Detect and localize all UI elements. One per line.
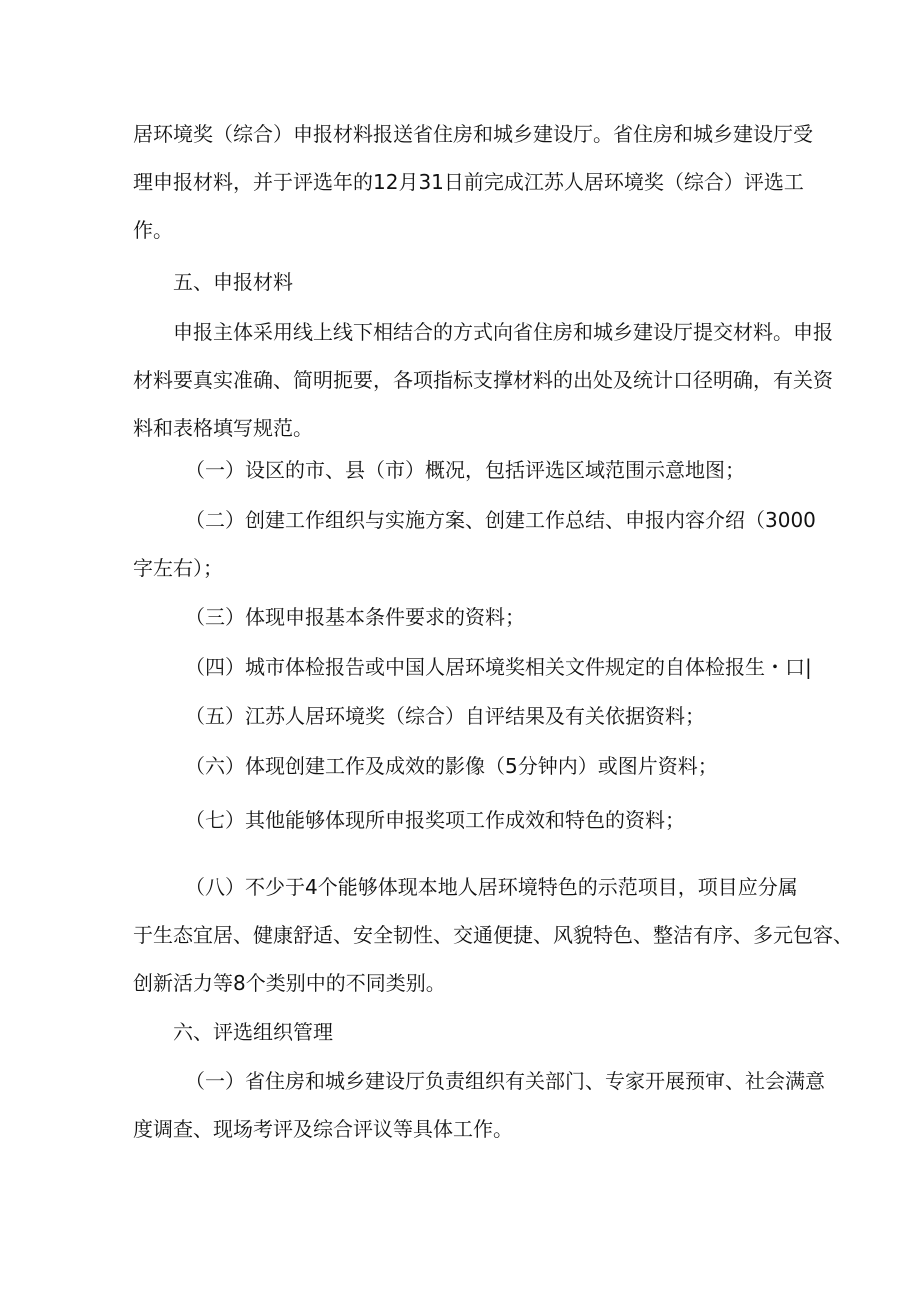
list-item-5: [133, 692, 783, 740]
list-item-6: [133, 742, 783, 790]
section-heading-5: [133, 258, 783, 306]
list-item-3: [133, 593, 783, 641]
text-line: （七）其他能够体现所申报奖项工作成效和特色的资料；: [185, 808, 685, 832]
paragraph-materials-intro: [133, 308, 833, 452]
text-line: （三）体现申报基本条件要求的资料；: [185, 605, 525, 629]
list-item-6-1: [133, 1057, 825, 1153]
list-item-4: [133, 643, 812, 691]
text-line: 创新活力等8个类别中的不同类别。: [133, 971, 446, 995]
section-heading-text: 六、评选组织管理: [173, 1020, 333, 1044]
text-line: 居环境奖（综合）申报材料报送省住房和城乡建设厅。省住房和城乡建设厅受: [133, 122, 813, 146]
text-line: （八）不少于4个能够体现本地人居环境特色的示范项目，项目应分属: [185, 875, 798, 899]
text-line: （五）江苏人居环境奖（综合）自评结果及有关依据资料；: [185, 704, 705, 728]
list-item-7: [133, 796, 783, 844]
list-item-2: [133, 496, 816, 592]
text-line: 于生态宜居、健康舒适、安全韧性、交通便捷、风貌特色、整洁有序、多元包容、: [133, 923, 853, 947]
text-line: 字左右）；: [133, 556, 223, 580]
text-line: （二）创建工作组织与实施方案、创建工作总结、申报内容介绍（3000: [185, 508, 816, 532]
text-line: 理申报材料，并于评选年的12月31日前完成江苏人居环境奖（综合）评选工: [133, 170, 804, 194]
list-item-8: [133, 863, 853, 1007]
section-heading-text: 五、申报材料: [173, 270, 293, 294]
text-line: 作。: [133, 218, 173, 242]
text-line: 料和表格填写规范。: [133, 416, 313, 440]
section-heading-6: [133, 1008, 783, 1056]
list-item-1: [133, 446, 783, 494]
text-line: 度调查、现场考评及综合评议等具体工作。: [133, 1117, 513, 1141]
text-line: （六）体现创建工作及成效的影像（5分钟内）或图片资料；: [185, 754, 718, 778]
text-line: 材料要真实准确、简明扼要，各项指标支撑材料的出处及统计口径明确，有关资: [133, 368, 833, 392]
text-line: 申报主体采用线上线下相结合的方式向省住房和城乡建设厅提交材料。申报: [173, 320, 833, 344]
paragraph-continuation: [133, 110, 813, 254]
text-line: （一）省住房和城乡建设厅负责组织有关部门、专家开展预审、社会满意: [185, 1069, 825, 1093]
text-line: （一）设区的市、县（市）概况，包括评选区域范围示意地图；: [185, 458, 745, 482]
text-line: （四）城市体检报告或中国人居环境奖相关文件规定的自体检报生・口|: [185, 655, 812, 679]
